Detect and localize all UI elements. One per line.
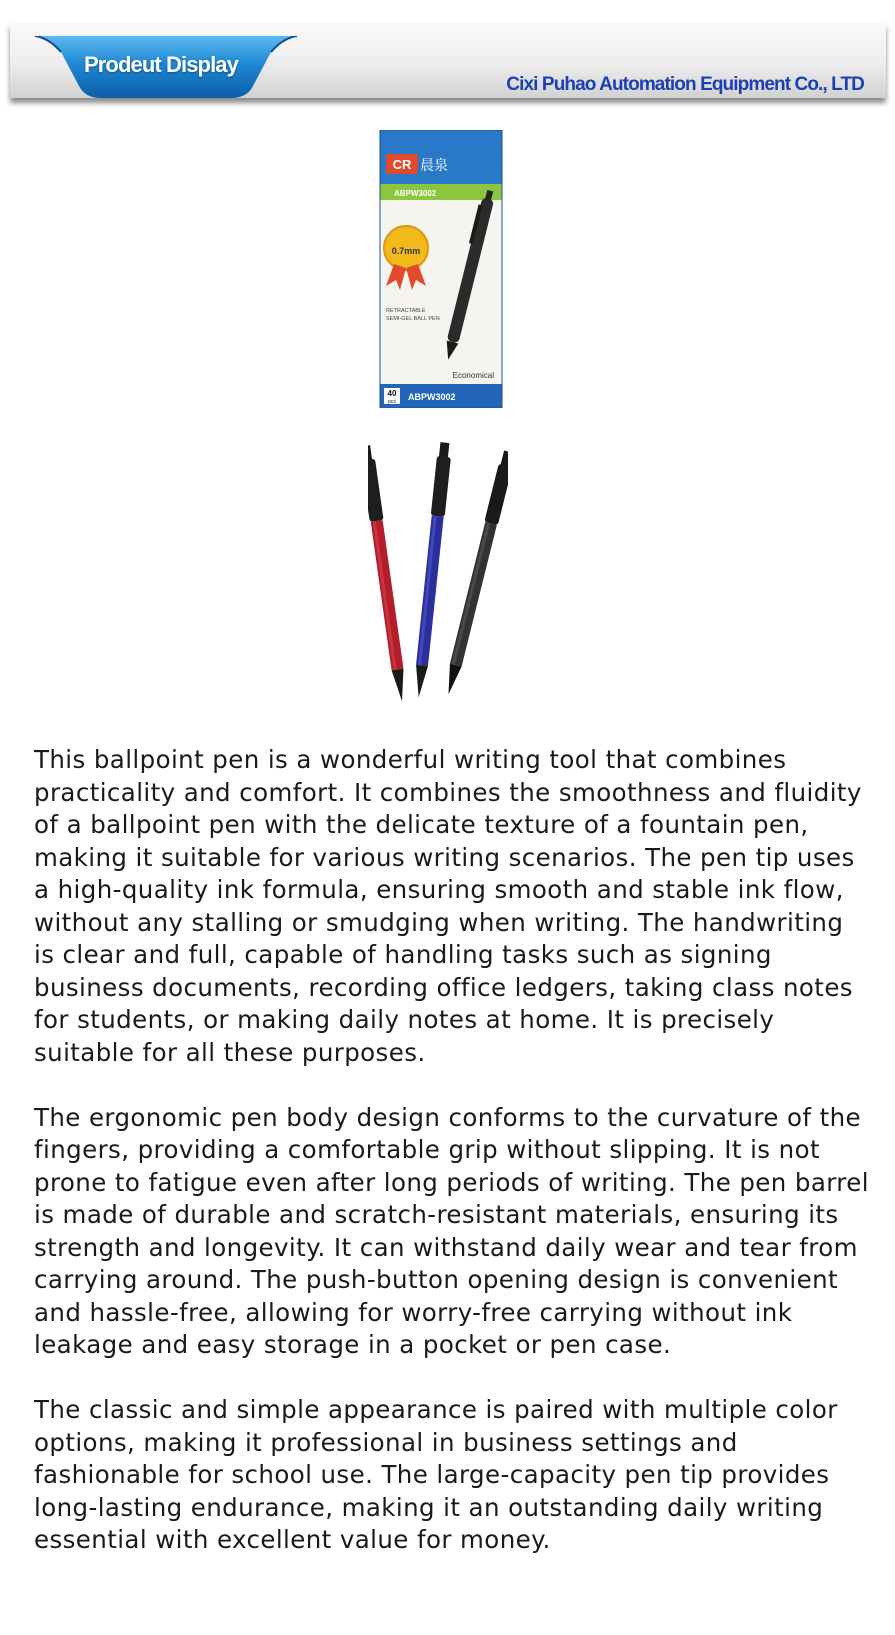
box-model-bottom: ABPW3002 <box>408 392 456 402</box>
box-badge: 0.7mm <box>391 246 421 256</box>
box-brand-mark: CR <box>392 157 412 172</box>
header-banner <box>10 22 886 98</box>
product-description <box>34 744 870 1589</box>
box-count: 40 <box>387 389 397 398</box>
tab-label: Prodeut Display <box>84 52 238 77</box>
box-count-unit: pcs <box>388 399 396 405</box>
box-brand-cn: 晨泉 <box>420 158 448 174</box>
pens-image <box>368 440 508 712</box>
description-paragraph: The classic and simple appearance is paired with multiple color options, making it professional in business settings and fashionable for school use. The large-capacity pen tip provides long-lasting endurance, making it an outstanding daily writing essential with excellent value for money. <box>34 1395 838 1554</box>
box-model-top: ABPW3002 <box>394 189 437 198</box>
description-paragraph: This ballpoint pen is a wonderful writing tool that combines practicality and comfort. It combines the smoothness and fluidity of a ballpoint pen with the delicate texture of a fountain pen, making it suitable for various writing scenarios. The pen tip uses a high-quality ink formula, ensuring smooth and stable ink flow, without any stalling or smudging when writing. The handwriting is clear and full, capable of handling tasks such as signing business documents, recording office ledgers, taking class notes for students, or making daily notes at home. It is precisely suitable for all these purposes. <box>34 745 862 1067</box>
box-caption-1: RETRACTABLE <box>386 308 426 314</box>
product-box-image <box>372 130 510 408</box>
description-paragraph: The ergonomic pen body design conforms to the curvature of the fingers, providing a comfortable grip without slipping. It is not prone to fatigue even after long periods of writing. The pen barrel is made of durable and scratch-resistant materials, ensuring its strength and longevity. It can withstand daily wear and tear from carrying around. The push-button opening design is convenient and hassle-free, allowing for worry-free carrying without ink leakage and easy storage in a pocket or pen case. <box>34 1102 869 1359</box>
company-name: Cixi Puhao Automation Equipment Co., LTD <box>506 74 864 95</box>
box-tagline: Economical <box>452 371 494 380</box>
box-caption-2: SEMI-GEL BALL PEN <box>386 316 440 322</box>
